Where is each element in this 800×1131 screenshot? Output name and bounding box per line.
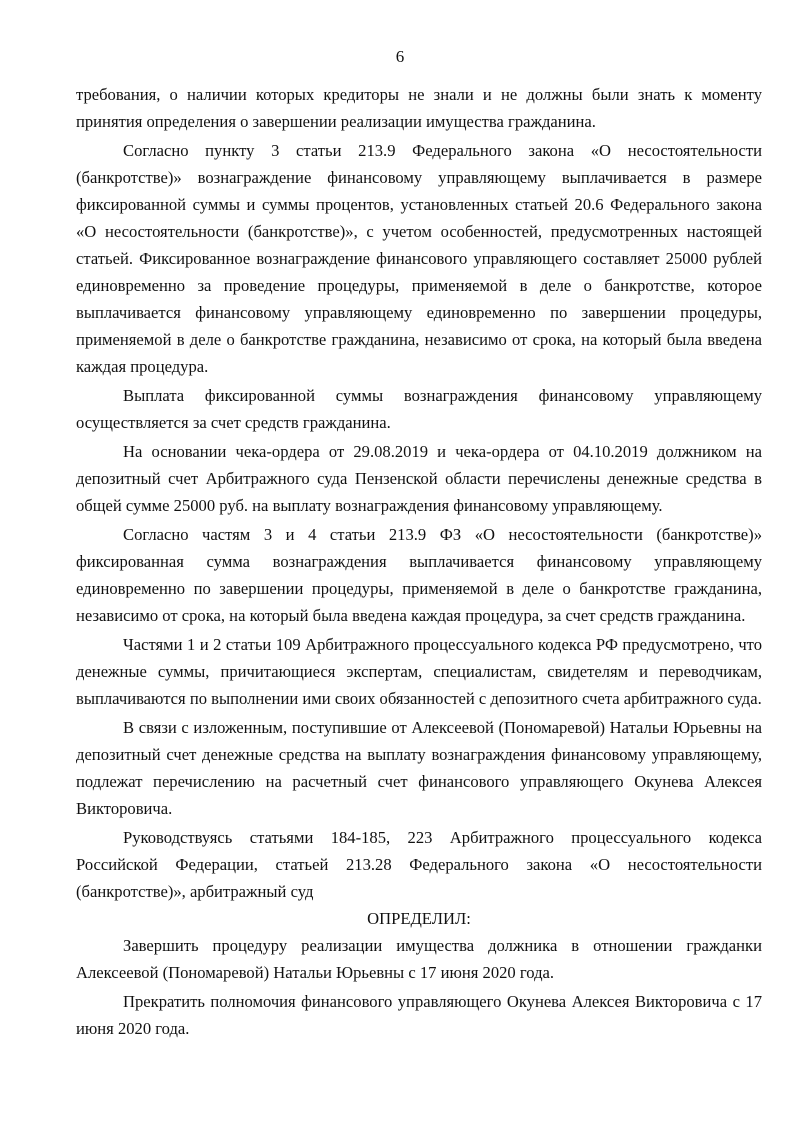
document-body bbox=[76, 81, 762, 1042]
paragraph-apk-109: Частями 1 и 2 статьи 109 Арбитражного процессуального кодекса РФ предусмотрено, что денежные суммы, причитающиеся экспертам, специалистам, свидетелям и переводчикам, выплачиваются по выполнении ими своих обязанностей с депозитного счета арбитражного суда. bbox=[76, 635, 762, 708]
paragraph-transfer: В связи с изложенным, поступившие от Алексеевой (Пономаревой) Натальи Юрьевны на депозитный счет денежные средства на выплату вознаграждения финансовому управляющему, подлежат перечислению на расчетный счет финансового управляющего Окунева Алексея Викторовича. bbox=[76, 718, 762, 818]
paragraph-deposit: На основании чека-ордера от 29.08.2019 и чека-ордера от 04.10.2019 должником на депозитный счет Арбитражного суда Пензенской области перечислены денежные средства в общей сумме 25000 руб. на выплату вознаграждения финансовому управляющему. bbox=[76, 442, 762, 515]
paragraph-guided-by: Руководствуясь статьями 184-185, 223 Арбитражного процессуального кодекса Российской Федерации, статьей 213.28 Федерального закона «О несостоятельности (банкротстве)», арбитражный суд bbox=[76, 828, 762, 901]
ruling-heading: ОПРЕДЕЛИЛ: bbox=[367, 909, 471, 928]
resolution-item-terminate: Прекратить полномочия финансового управляющего Окунева Алексея Викторовича с 17 июня 2020 года. bbox=[76, 992, 762, 1038]
paragraph-payment-source: Выплата фиксированной суммы вознаграждения финансовому управляющему осуществляется за счет средств гражданина. bbox=[76, 386, 762, 432]
paragraph-law-parts: Согласно частям 3 и 4 статьи 213.9 ФЗ «О несостоятельности (банкротстве)» фиксированная сумма вознаграждения выплачивается финансовому управляющему единовременно по завершении процедуры, применяемой в деле о банкротстве гражданина, независимо от срока, на который была введена каждая процедура, за счет средств гражданина. bbox=[76, 525, 762, 625]
paragraph-continuation: требования, о наличии которых кредиторы не знали и не должны были знать к моменту принятия определения о завершении реализации имущества гражданина. bbox=[76, 85, 762, 131]
resolution-item-complete: Завершить процедуру реализации имущества должника в отношении гражданки Алексеевой (Пономаревой) Натальи Юрьевны с 17 июня 2020 года. bbox=[76, 936, 762, 982]
page-number: 6 bbox=[395, 47, 405, 66]
paragraph-remuneration-rule: Согласно пункту 3 статьи 213.9 Федерального закона «О несостоятельности (банкротстве)» вознаграждение финансовому управляющему выплачивается в размере фиксированной суммы и суммы процентов, установленных статьей 20.6 Федерального закона «О несостоятельности (банкротстве)», с учетом особенностей, предусмотренных настоящей статьей. Фиксированное вознаграждение финансового управляющего составляет 25000 рублей единовременно за проведение процедуры, применяемой в деле о банкротстве, которое выплачивается финансовому управляющему единовременно по завершении процедуры, применяемой в деле о банкротстве гражданина, независимо от срока, на который была введена каждая процедура. bbox=[76, 141, 762, 376]
